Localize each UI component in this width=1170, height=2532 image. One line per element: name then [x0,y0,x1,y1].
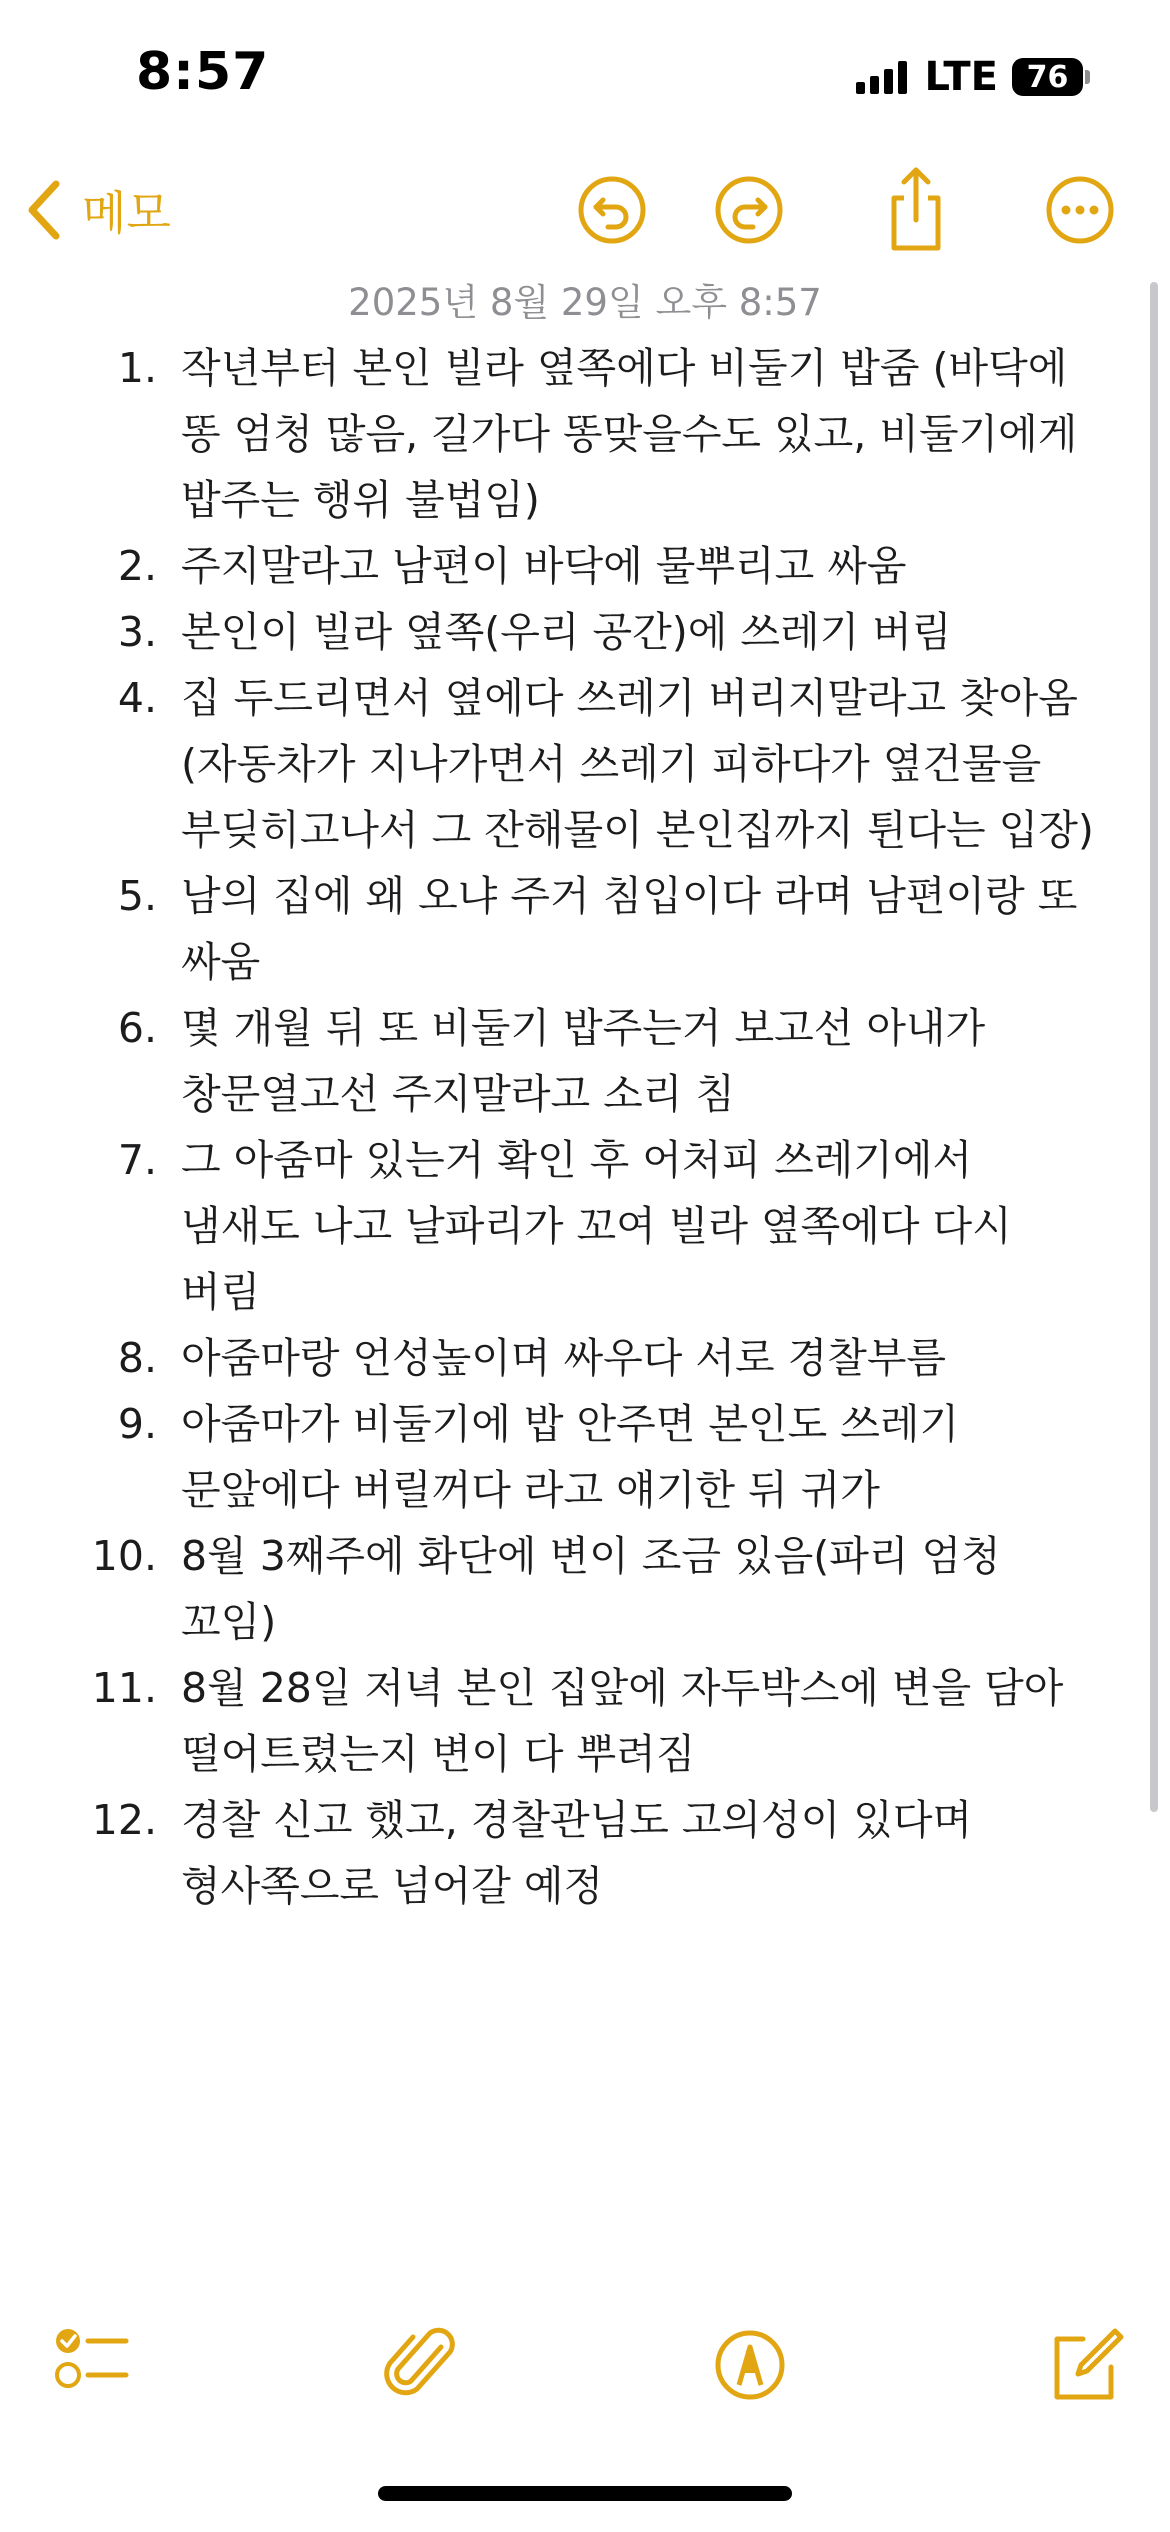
list-item-text[interactable]: 그 아줌마 있는거 확인 후 어처피 쓰레기에서 냄새도 나고 날파리가 꼬여 빌라 옆쪽에다 다시 버림 [181,1136,1012,1316]
list-item-number: 6. [117,1004,157,1052]
list-item-number: 4. [117,674,157,722]
undo-icon[interactable] [576,174,648,246]
back-button[interactable] [24,170,171,250]
network-type: LTE [924,54,998,100]
list-item-text[interactable]: 본인이 빌라 옆쪽(우리 공간)에 쓰레기 버림 [181,608,952,656]
list-item-number: 10. [91,1532,157,1580]
battery-level: 76 [1012,58,1083,96]
share-icon[interactable] [880,164,952,254]
checklist-icon[interactable] [52,2325,132,2405]
status-indicators [856,52,1090,102]
markup-pen-icon[interactable] [710,2325,790,2405]
list-item-text[interactable]: 아줌마랑 언성높이며 싸우다 서로 경찰부름 [181,1334,947,1382]
list-item[interactable] [0,863,1170,995]
navigation-bar [0,170,1170,250]
list-item[interactable] [0,1523,1170,1655]
list-item-number: 11. [91,1664,157,1712]
list-item[interactable] [0,335,1170,533]
list-item-number: 8. [117,1334,157,1382]
battery-icon [1012,58,1090,96]
paperclip-icon[interactable] [383,2325,463,2405]
list-item-number: 7. [117,1136,157,1184]
list-item-text[interactable]: 작년부터 본인 빌라 옆쪽에다 비둘기 밥줌 (바닥에 똥 엄청 많음, 길가다 똥맞을수도 있고, 비둘기에게 밥주는 행위 불법임) [181,344,1078,524]
chevron-left-icon [24,178,64,242]
note-date: 2025년 8월 29일 오후 8:57 [348,281,822,324]
status-time: 8:57 [136,42,270,102]
redo-icon[interactable] [713,174,785,246]
list-item[interactable] [0,995,1170,1127]
list-item[interactable] [0,1391,1170,1523]
list-item[interactable] [0,599,1170,665]
list-item-number: 1. [117,344,157,392]
list-item-number: 2. [117,542,157,590]
compose-icon[interactable] [1045,2325,1125,2405]
list-item-text[interactable]: 8월 3째주에 화단에 변이 조금 있음(파리 엄청 꼬임) [181,1532,1001,1646]
list-item[interactable] [0,1127,1170,1325]
list-item[interactable] [0,533,1170,599]
back-label: 메모 [82,186,171,240]
list-item-text[interactable]: 아줌마가 비둘기에 밥 안주면 본인도 쓰레기 문앞에다 버릴꺼다 라고 얘기한 뒤 귀가 [181,1400,960,1514]
list-item[interactable] [0,1787,1170,1919]
cellular-signal-icon [856,60,907,94]
list-item-number: 5. [117,872,157,920]
home-indicator[interactable] [378,2486,792,2501]
list-item-text[interactable]: 경찰 신고 했고, 경찰관님도 고의성이 있다며 형사쪽으로 넘어갈 예정 [181,1796,973,1910]
list-item[interactable] [0,1325,1170,1391]
list-item[interactable] [0,665,1170,863]
list-item-text[interactable]: 남의 집에 왜 오냐 주거 침입이다 라며 남편이랑 또 싸움 [181,872,1078,986]
more-icon[interactable] [1044,174,1116,246]
list-item-number: 12. [91,1796,157,1844]
scrollbar[interactable] [1150,282,1158,1812]
list-item-text[interactable]: 집 두드리면서 옆에다 쓰레기 버리지말라고 찾아옴 (자동차가 지나가면서 쓰레기 피하다가 옆건물을 부딪히고나서 그 잔해물이 본인집까지 튄다는 입장) [181,674,1094,854]
list-item[interactable] [0,1655,1170,1787]
list-item-number: 9. [117,1400,157,1448]
list-item-number: 3. [117,608,157,656]
list-item-text[interactable]: 몇 개월 뒤 또 비둘기 밥주는거 보고선 아내가 창문열고선 주지말라고 소리 침 [181,1004,986,1118]
note-body[interactable] [0,335,1170,1919]
list-item-text[interactable]: 주지말라고 남편이 바닥에 물뿌리고 싸움 [181,542,907,590]
list-item-text[interactable]: 8월 28일 저녁 본인 집앞에 자두박스에 변을 담아 떨어트렸는지 변이 다 뿌려짐 [181,1664,1064,1778]
